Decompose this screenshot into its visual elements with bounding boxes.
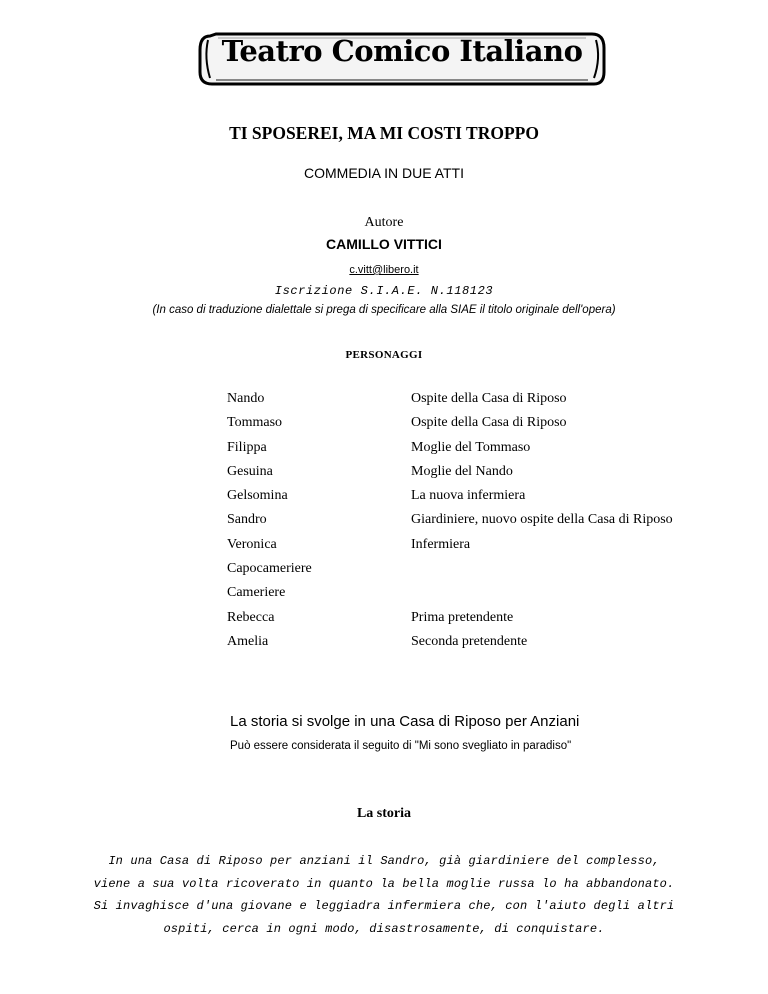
- character-role: Infermiera: [411, 536, 471, 552]
- author-email: [0, 264, 768, 276]
- logo-banner: [196, 28, 608, 90]
- storia-line: In una Casa di Riposo per anziani il Sandro, già giardiniere del complesso,: [108, 854, 660, 868]
- character-name: Gesuina: [227, 463, 273, 479]
- cast-row: [227, 610, 747, 634]
- author-label: Autore: [364, 215, 404, 230]
- storia-line: viene a sua volta ricoverato in quanto la bella moglie russa lo ha abbandonato.: [93, 876, 675, 891]
- cast-row: [227, 464, 747, 488]
- character-role: Ospite della Casa di Riposo: [411, 415, 567, 431]
- cast-row: [227, 415, 747, 439]
- play-title: TI SPOSEREI, MA MI COSTI TROPPO: [229, 123, 539, 143]
- cast-row: [227, 440, 747, 464]
- character-role: La nuova infermiera: [411, 488, 526, 504]
- character-name: Tommaso: [227, 415, 283, 431]
- character-name: Sandro: [227, 512, 267, 528]
- character-name: Capocameriere: [227, 561, 312, 577]
- email-link[interactable]: c.vitt@libero.it: [349, 264, 419, 276]
- character-name: Rebecca: [227, 609, 275, 625]
- character-name: Filippa: [227, 439, 267, 455]
- character-role: Giardiniere, nuovo ospite della Casa di Riposo: [411, 512, 673, 528]
- cast-row: [227, 391, 747, 415]
- character-name: Veronica: [227, 536, 277, 552]
- cast-row: [227, 634, 747, 658]
- character-role: Prima pretendente: [411, 609, 514, 625]
- author-name: CAMILLO VITTICI: [326, 236, 442, 252]
- personaggi-heading: PERSONAGGI: [345, 349, 423, 361]
- character-name: Cameriere: [227, 585, 286, 601]
- logo-text: Teatro Comico Italiano: [221, 34, 583, 68]
- cast-row: [227, 512, 747, 536]
- sequel-note: Può essere considerata il seguito di "Mi sono svegliato in paradiso": [230, 740, 572, 752]
- character-name: Amelia: [227, 633, 269, 649]
- cast-row: [227, 561, 747, 585]
- character-name: Gelsomina: [227, 488, 288, 504]
- character-role: Ospite della Casa di Riposo: [411, 391, 567, 406]
- play-subtitle: COMMEDIA IN DUE ATTI: [304, 165, 464, 181]
- cast-row: [227, 537, 747, 561]
- cast-row: [227, 488, 747, 512]
- cast-list: [227, 391, 747, 658]
- storia-paragraph: [60, 850, 708, 940]
- cast-row: [227, 585, 747, 609]
- storia-line: Si invaghisce d'una giovane e leggiadra infermiera che, con l'aiuto degli altri: [93, 899, 675, 913]
- siae-registration: Iscrizione S.I.A.E. N.118123: [274, 284, 494, 298]
- character-name: Nando: [227, 391, 265, 406]
- character-role: Moglie del Nando: [411, 463, 513, 479]
- translation-note: (In caso di traduzione dialettale si prega di specificare alla SIAE il titolo originale dell'opera): [152, 304, 616, 316]
- storia-line: ospiti, cerca in ogni modo, disastrosamente, di conquistare.: [163, 921, 605, 936]
- storia-heading: La storia: [356, 806, 412, 821]
- character-role: Moglie del Tommaso: [411, 439, 531, 455]
- setting-text: La storia si svolge in una Casa di Riposo per Anziani: [230, 713, 580, 730]
- character-role: Seconda pretendente: [411, 633, 528, 649]
